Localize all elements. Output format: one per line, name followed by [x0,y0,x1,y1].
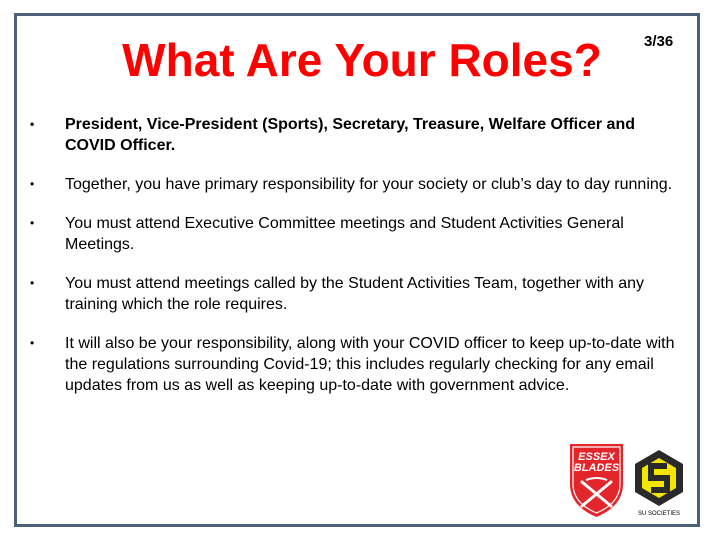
bullet-item [30,333,690,396]
bullet-icon: • [30,276,35,290]
su-societies-label: SU SOCIETIES [637,511,681,517]
bullet-item [30,174,690,195]
bullet-icon: • [30,336,35,350]
bullet-icon: • [30,177,35,191]
bullet-text: You must attend meetings called by the Student Activities Team, together with any training which the role requires. [65,275,645,313]
bullet-text: Together, you have primary responsibility for your society or club’s day to day running. [65,176,673,193]
essex-line1: ESSEX [578,451,615,463]
bullet-icon: • [30,216,35,230]
su-societies-logo [633,448,685,518]
page-number: 3/36 [644,33,674,50]
essex-blades-logo [564,440,629,520]
bullet-item [30,273,690,315]
essex-line2: BLADES [573,462,620,474]
bullet-text: President, Vice-President (Sports), Secretary, Treasure, Welfare Officer and COVID Officer. [65,116,635,154]
slide-title: What Are Your Roles? [122,34,602,86]
bullet-list [30,114,690,414]
bullet-item [30,114,690,156]
bullet-icon: • [30,117,35,131]
bullet-text: It will also be your responsibility, along with your COVID officer to keep up-to-date with the regulations surrounding Covid-19; this includes regularly checking for any email updates from us as well as keeping up-to-date with government advice. [65,335,675,394]
bullet-item [30,213,690,255]
bullet-text: You must attend Executive Committee meetings and Student Activities General Meetings. [65,215,624,253]
